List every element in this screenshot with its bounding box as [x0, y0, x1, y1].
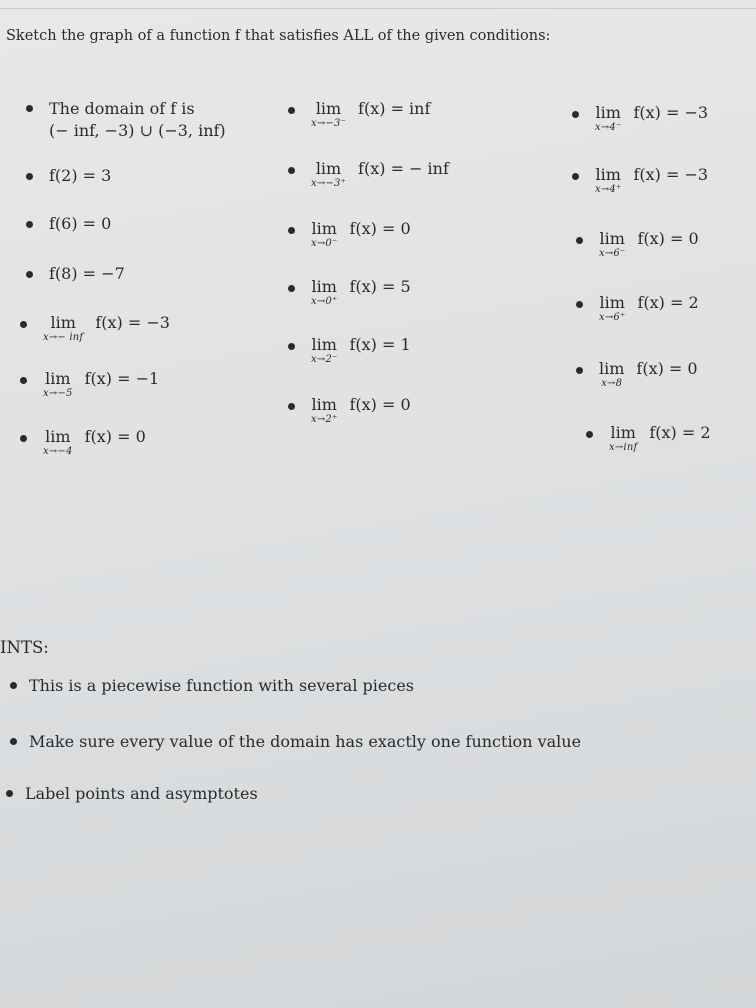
lim-subscript: x→6⁺	[599, 311, 626, 323]
lim-subscript: x→0⁻	[311, 237, 338, 249]
lim-subscript: x→0⁺	[311, 295, 338, 307]
lim-subscript: x→2⁺	[311, 413, 338, 425]
condition-lim-4-plus	[572, 166, 708, 195]
limit-expression: f(x) = 0	[637, 229, 699, 248]
limit-operator	[311, 278, 337, 307]
bullet-icon	[288, 167, 295, 174]
lim-subscript: x→−3⁻	[311, 117, 347, 129]
condition-lim-neg4	[20, 428, 146, 457]
bullet-icon	[288, 403, 295, 410]
limit-operator	[311, 336, 337, 365]
condition-lim-neg3-plus	[288, 160, 449, 189]
lim-word: lim	[311, 395, 337, 414]
condition-lim-8	[576, 360, 698, 389]
condition-lim-0-plus	[288, 278, 411, 307]
lim-subscript: x→4⁺	[595, 183, 622, 195]
lim-word: lim	[45, 369, 71, 388]
lim-subscript: x→−4	[43, 445, 73, 457]
condition-lim-2-plus	[288, 396, 411, 425]
limit-expression: f(x) = 0	[84, 427, 146, 446]
condition-text: f(8) = −7	[49, 264, 125, 283]
limit-expression: f(x) = inf	[358, 99, 431, 118]
hints-heading: INTS:	[0, 638, 49, 657]
limit-expression: f(x) = 0	[349, 395, 411, 414]
bullet-icon	[26, 173, 33, 180]
limit-expression: f(x) = 0	[349, 219, 411, 238]
condition-domain	[26, 98, 226, 143]
limit-expression: f(x) = −1	[84, 369, 160, 388]
condition-lim-0-minus	[288, 220, 411, 249]
bullet-icon	[20, 435, 27, 442]
limit-operator	[311, 100, 346, 129]
domain-line-2: (− inf, −3) ∪ (−3, inf)	[49, 121, 226, 141]
condition-lim-neg5	[20, 370, 159, 399]
lim-word: lim	[50, 313, 76, 332]
limit-expression: f(x) = − inf	[358, 159, 449, 178]
bullet-icon	[26, 221, 33, 228]
condition-text: f(2) = 3	[49, 166, 112, 185]
bullet-icon	[576, 367, 583, 374]
limit-operator	[609, 424, 637, 453]
hint-text: This is a piecewise function with several pieces	[29, 676, 415, 695]
bullet-icon	[288, 107, 295, 114]
lim-word: lim	[595, 103, 621, 122]
lim-word: lim	[45, 427, 71, 446]
bullet-icon	[572, 111, 579, 118]
domain-line-1: The domain of f is	[49, 99, 195, 118]
limit-expression: f(x) = 2	[649, 423, 711, 442]
condition-f8	[26, 264, 125, 284]
lim-word: lim	[315, 99, 342, 118]
limit-expression: f(x) = −3	[95, 313, 170, 332]
lim-subscript: x→8	[601, 377, 623, 389]
lim-subscript: x→inf	[609, 441, 638, 453]
hint-item	[6, 784, 258, 803]
lim-word: lim	[599, 359, 625, 378]
limit-expression: f(x) = 0	[636, 359, 698, 378]
lim-subscript: x→2⁻	[311, 353, 338, 365]
lim-subscript: x→−5	[43, 387, 73, 399]
lim-subscript: x→−3⁺	[311, 177, 347, 189]
bullet-icon	[288, 343, 295, 350]
hint-text: Make sure every value of the domain has exactly one function value	[29, 732, 582, 751]
hint-text: Label points and asymptotes	[25, 784, 258, 803]
lim-word: lim	[311, 219, 337, 238]
lim-word: lim	[610, 423, 636, 442]
limit-operator	[595, 104, 621, 133]
bullet-icon	[10, 738, 17, 745]
limit-operator	[599, 294, 625, 323]
bullet-icon	[288, 227, 295, 234]
lim-word: lim	[311, 277, 337, 296]
bullet-icon	[288, 285, 295, 292]
limit-operator	[311, 160, 346, 189]
condition-lim-neg3-minus	[288, 100, 430, 129]
limit-operator	[43, 370, 73, 399]
lim-word: lim	[595, 165, 621, 184]
lim-word: lim	[599, 229, 625, 248]
limit-operator	[599, 230, 625, 259]
problem-prompt: Sketch the graph of a function f that satisfies ALL of the given conditions:	[6, 28, 551, 44]
limit-operator	[595, 166, 621, 195]
condition-lim-6-plus	[576, 294, 699, 323]
condition-lim-4-minus	[572, 104, 708, 133]
lim-subscript: x→4⁻	[595, 121, 622, 133]
limit-operator	[599, 360, 624, 389]
bullet-icon	[586, 431, 593, 438]
limit-expression: f(x) = −3	[633, 165, 709, 184]
condition-lim-neg-inf	[20, 314, 170, 343]
condition-lim-2-minus	[288, 336, 411, 365]
limit-expression: f(x) = 2	[637, 293, 699, 312]
domain-text	[49, 98, 226, 143]
lim-subscript: x→− inf	[43, 331, 84, 343]
condition-lim-6-minus	[576, 230, 699, 259]
condition-f2	[26, 166, 111, 186]
bullet-icon	[572, 173, 579, 180]
hint-item	[10, 676, 414, 695]
bullet-icon	[26, 271, 33, 278]
bullet-icon	[20, 377, 27, 384]
hint-item	[10, 732, 581, 751]
lim-subscript: x→6⁻	[599, 247, 626, 259]
condition-text: f(6) = 0	[49, 214, 112, 233]
bullet-icon	[6, 790, 13, 797]
limit-expression: f(x) = 5	[349, 277, 411, 296]
limit-operator	[311, 220, 337, 249]
limit-operator	[311, 396, 337, 425]
limit-expression: f(x) = −3	[633, 103, 709, 122]
limit-operator	[43, 428, 73, 457]
lim-word: lim	[315, 159, 342, 178]
bullet-icon	[26, 105, 33, 112]
lim-word: lim	[599, 293, 625, 312]
condition-f6	[26, 214, 111, 234]
bullet-icon	[576, 237, 583, 244]
limit-expression: f(x) = 1	[349, 335, 411, 354]
bullet-icon	[20, 321, 27, 328]
lim-word: lim	[311, 335, 337, 354]
bullet-icon	[576, 301, 583, 308]
bullet-icon	[10, 682, 17, 689]
limit-operator	[43, 314, 83, 343]
condition-lim-inf	[586, 424, 711, 453]
top-divider	[0, 8, 756, 9]
